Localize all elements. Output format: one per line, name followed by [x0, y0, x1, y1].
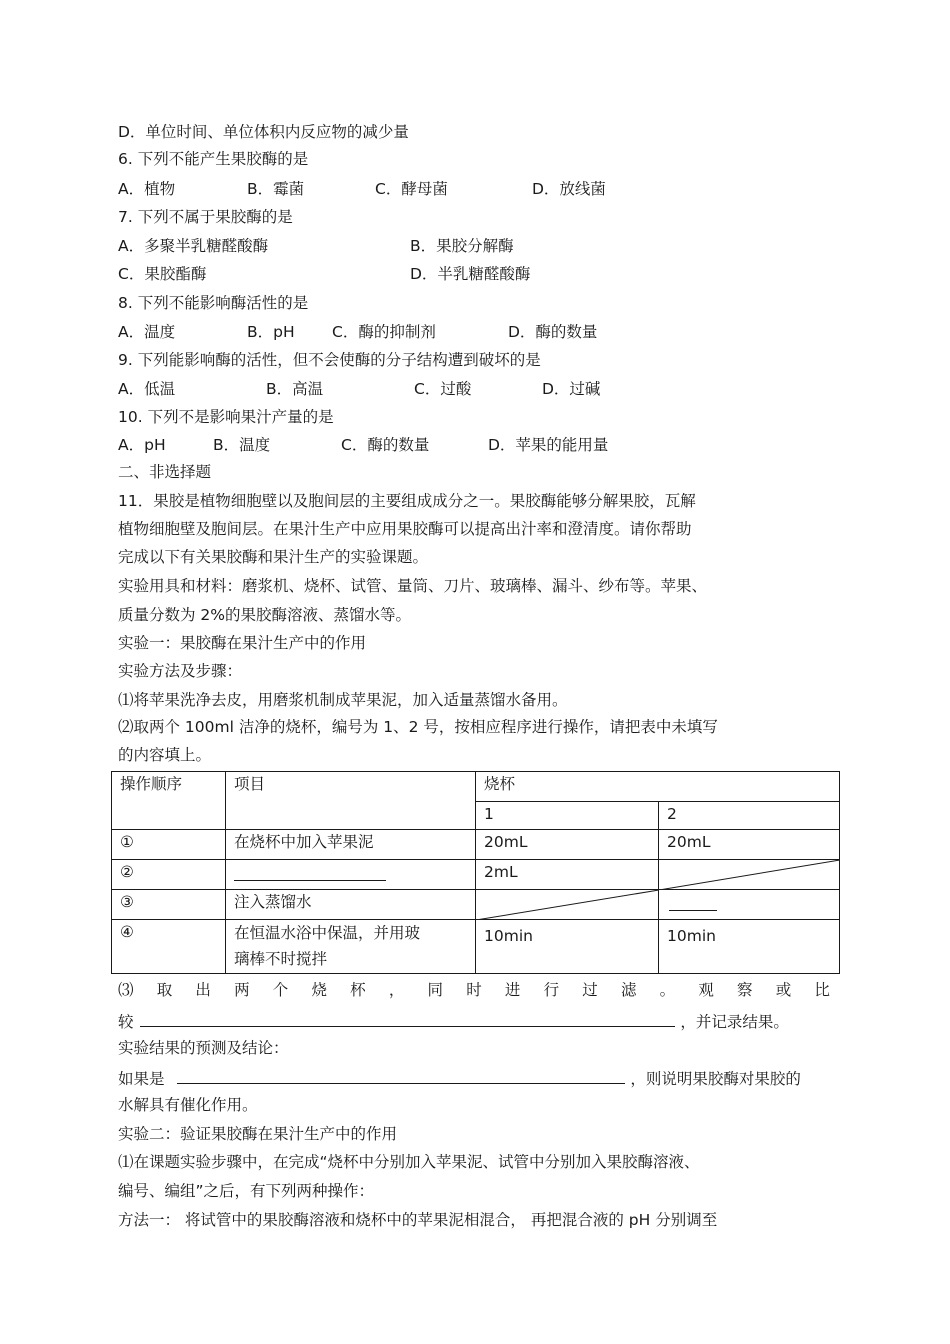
step-3-char: 个 [272, 981, 289, 999]
step-3-char: 过 [582, 981, 598, 999]
fill-in-blank[interactable] [669, 894, 717, 911]
table-row [112, 830, 840, 860]
step-3-char: ⑶ [118, 981, 134, 999]
row-item: 在烧杯中加入苹果泥 [226, 830, 476, 860]
step-2-line-2: 的内容填上。 [118, 746, 212, 764]
question-6-stem: 6. 下列不能产生果胶酶的是 [118, 150, 309, 168]
step-3-char: 或 [775, 981, 792, 999]
row-item-multiline [226, 920, 476, 974]
step-3-line-1 [118, 980, 830, 1000]
diagonal-strike [659, 860, 840, 890]
q7-option-a: A．多聚半乳糖醛酸酶 [118, 237, 269, 255]
step-3-char: 时 [466, 981, 482, 999]
step-3-char: 察 [737, 981, 753, 999]
header-beaker-2: 2 [659, 802, 840, 830]
step-3-char: 取 [156, 981, 173, 999]
row-beaker-2: 20mL [659, 830, 840, 860]
step-3-char: 比 [814, 981, 830, 999]
q8-option-d: D．酶的数量 [508, 323, 598, 341]
step-3-char: 进 [504, 981, 521, 999]
row-beaker-1: 10min [476, 920, 659, 974]
step-3-char: 。 [659, 981, 676, 999]
step-3-char: 两 [234, 981, 250, 999]
q8-option-b: B．pH [247, 323, 295, 341]
method-title: 实验方法及步骤： [118, 662, 243, 680]
header-order: 操作顺序 [112, 772, 226, 830]
step-2-line-1: ⑵取两个 100ml 洁净的烧杯，编号为 1、2 号，按相应程序进行操作，请把表中未填写 [118, 718, 718, 736]
q6-option-c: C．酵母菌 [375, 180, 448, 198]
procedure-table [111, 771, 840, 974]
step-3-char: 滤 [620, 981, 637, 999]
table-row [112, 890, 840, 920]
experiment-2-title: 实验二：验证果胶酶在果汁生产中的作用 [118, 1125, 398, 1143]
row-beaker-2-blank-cell [659, 890, 840, 920]
q11-intro-line-2: 植物细胞壁及胞间层。在果汁生产中应用果胶酶可以提高出汁率和澄清度。请你帮助 [118, 520, 692, 538]
step-3-char: 杯 [350, 981, 366, 999]
q10-option-a: A．pH [118, 436, 166, 454]
q7-option-b: B．果胶分解酶 [410, 237, 514, 255]
if-result-line-2: 水解具有催化作用。 [118, 1096, 258, 1114]
step-3-char: 观 [698, 981, 714, 999]
row-beaker-1-crossed [476, 890, 659, 920]
q10-option-d: D．苹果的能用量 [488, 436, 609, 454]
table-row [112, 860, 840, 890]
question-10-stem: 10. 下列不是影响果汁产量的是 [118, 408, 334, 426]
q9-option-a: A．低温 [118, 380, 176, 398]
q9-option-d: D．过碱 [542, 380, 601, 398]
row-beaker-1: 2mL [476, 860, 659, 890]
q11-intro-line-3: 完成以下有关果胶酶和果汁生产的实验课题。 [118, 548, 429, 566]
q5-option-d: D．单位时间、单位体积内反应物的减少量 [118, 123, 409, 141]
q8-option-a: A．温度 [118, 323, 176, 341]
fill-in-blank[interactable] [140, 1010, 675, 1027]
row-beaker-2: 10min [659, 920, 840, 974]
q7-option-c: C．果胶酯酶 [118, 265, 207, 283]
q10-option-c: C．酶的数量 [341, 436, 430, 454]
q10-option-b: B．温度 [213, 436, 271, 454]
fill-in-blank[interactable] [177, 1067, 625, 1084]
q11-materials-line-1: 实验用具和材料：磨浆机、烧杯、试管、量筒、刀片、玻璃棒、漏斗、纱布等。苹果、 [118, 577, 708, 595]
header-beaker: 烧杯 [476, 772, 840, 802]
experiment-1-title: 实验一：果胶酶在果汁生产中的作用 [118, 634, 367, 652]
step-3-char: ， [388, 981, 405, 999]
table-header-row [112, 772, 840, 802]
step-3-suffix: ，并记录结果。 [680, 1013, 789, 1031]
section-2-title: 二、非选择题 [118, 463, 212, 481]
method-1-line: 方法一： 将试管中的果胶酶溶液和烧杯中的苹果泥相混合， 再把混合液的 pH 分别调至 [118, 1211, 718, 1229]
step-1: ⑴将苹果洗净去皮，用磨浆机制成苹果泥，加入适量蒸馏水备用。 [118, 691, 568, 709]
q6-option-d: D．放线菌 [532, 180, 606, 198]
if-result-line-1 [118, 1067, 801, 1089]
if-prefix: 如果是 [118, 1070, 165, 1088]
fill-in-blank[interactable] [234, 864, 386, 881]
row-item-line-1: 在恒温水浴中保温，并用玻 [234, 924, 421, 942]
q11-intro-line-1: 11．果胶是植物细胞壁以及胞间层的主要组成成分之一。果胶酶能够分解果胶，瓦解 [118, 492, 696, 510]
prediction-title: 实验结果的预测及结论： [118, 1039, 289, 1057]
experiment-2-line-1: ⑴在课题实验步骤中，在完成“烧杯中分别加入苹果泥、试管中分别加入果胶酶溶液、 [118, 1153, 700, 1171]
q9-option-c: C．过酸 [414, 380, 472, 398]
row-beaker-2-crossed [659, 860, 840, 890]
q6-option-b: B．霉菌 [247, 180, 305, 198]
question-7-stem: 7. 下列不属于果胶酶的是 [118, 208, 293, 226]
header-item: 项目 [226, 772, 476, 830]
q8-option-c: C．酶的抑制剂 [332, 323, 436, 341]
q11-materials-line-2: 质量分数为 2%的果胶酶溶液、蒸馏水等。 [118, 606, 412, 624]
row-item: 注入蒸馏水 [226, 890, 476, 920]
table-row [112, 920, 840, 974]
row-order: ④ [112, 920, 226, 974]
step-3-char: 同 [427, 981, 444, 999]
question-8-stem: 8. 下列不能影响酶活性的是 [118, 294, 309, 312]
row-item-line-2: 璃棒不时搅拌 [234, 950, 328, 968]
if-suffix: ，则说明果胶酶对果胶的 [630, 1070, 801, 1088]
step-3-line-2 [118, 1010, 789, 1032]
q6-option-a: A．植物 [118, 180, 176, 198]
row-order: ③ [112, 890, 226, 920]
step-3-prefix: 较 [118, 1013, 134, 1031]
row-order: ① [112, 830, 226, 860]
row-item-blank-cell [226, 860, 476, 890]
step-3-char: 烧 [311, 981, 327, 999]
experiment-2-line-2: 编号、编组”之后，有下列两种操作： [118, 1182, 375, 1200]
row-beaker-1: 20mL [476, 830, 659, 860]
step-3-char: 出 [195, 981, 211, 999]
header-beaker-1: 1 [476, 802, 659, 830]
q9-option-b: B．高温 [266, 380, 324, 398]
q7-option-d: D．半乳糖醛酸酶 [410, 265, 531, 283]
diagonal-strike [476, 890, 659, 920]
step-3-char: 行 [543, 981, 560, 999]
question-9-stem: 9. 下列能影响酶的活性，但不会使酶的分子结构遭到破坏的是 [118, 351, 541, 369]
row-order: ② [112, 860, 226, 890]
